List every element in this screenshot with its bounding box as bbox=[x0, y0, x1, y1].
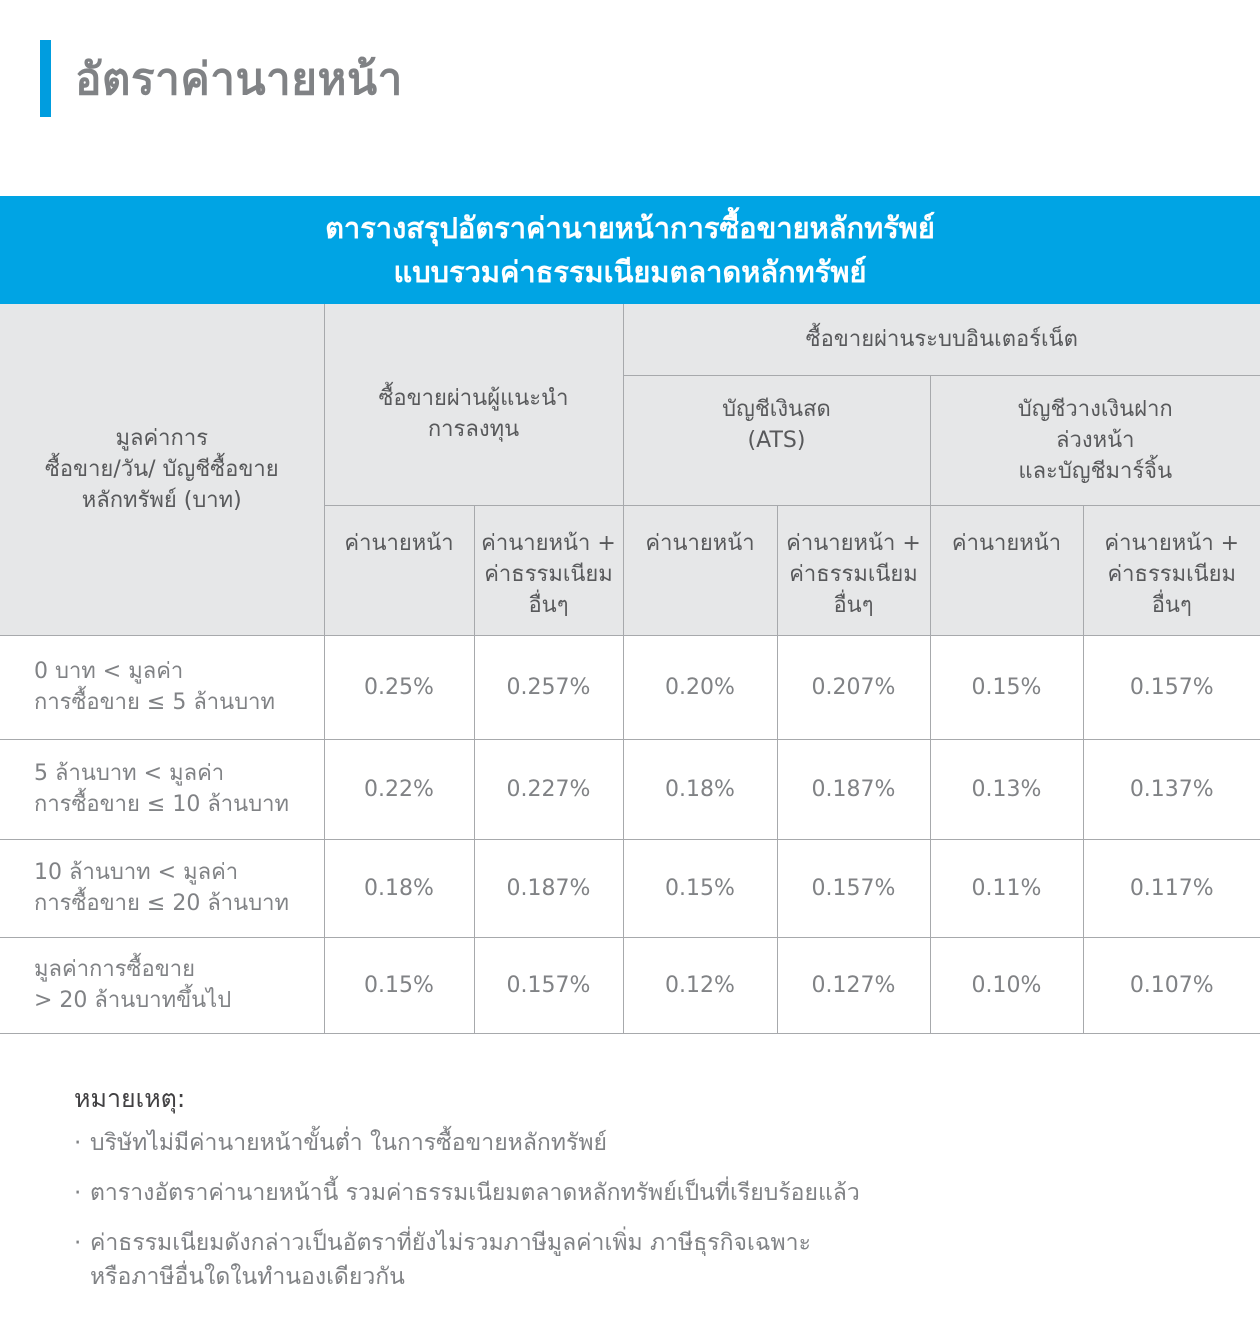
table-row bbox=[0, 635, 1260, 739]
rate-cell: 0.12% bbox=[623, 937, 777, 1033]
rate-cell: 0.25% bbox=[324, 635, 474, 739]
rate-cell: 0.187% bbox=[777, 739, 930, 839]
table-title-line-1: ตารางสรุปอัตราค่านายหน้าการซื้อขายหลักทรัพย์ bbox=[325, 211, 935, 245]
page-heading bbox=[40, 40, 403, 117]
table-title-banner bbox=[0, 196, 1260, 304]
note-text: ตารางอัตราค่านายหน้านี้ รวมค่าธรรมเนียมตลาดหลักทรัพย์เป็นที่เรียบร้อยแล้ว bbox=[90, 1180, 860, 1206]
rate-cell: 0.22% bbox=[324, 739, 474, 839]
rate-cell: 0.157% bbox=[777, 839, 930, 937]
table-title-line-2: แบบรวมค่าธรรมเนียมตลาดหลักทรัพย์ bbox=[393, 255, 867, 289]
row-label: 10 ล้านบาท < มูลค่า การซื้อขาย ≤ 20 ล้านบาท bbox=[0, 839, 324, 937]
header-sub-commission-plus-fees: ค่านายหน้า + ค่าธรรมเนียม อื่นๆ bbox=[474, 505, 623, 635]
rate-cell: 0.157% bbox=[474, 937, 623, 1033]
header-sub-commission: ค่านายหน้า bbox=[623, 505, 777, 635]
row-label: มูลค่าการซื้อขาย > 20 ล้านบาทขึ้นไป bbox=[0, 937, 324, 1033]
note-item bbox=[74, 1126, 1194, 1160]
rate-cell: 0.10% bbox=[930, 937, 1083, 1033]
header-sub-commission-plus-fees: ค่านายหน้า + ค่าธรรมเนียม อื่นๆ bbox=[777, 505, 930, 635]
rate-cell: 0.13% bbox=[930, 739, 1083, 839]
rate-cell: 0.107% bbox=[1083, 937, 1260, 1033]
rate-cell: 0.15% bbox=[324, 937, 474, 1033]
rate-cell: 0.18% bbox=[623, 739, 777, 839]
rate-cell: 0.117% bbox=[1083, 839, 1260, 937]
note-bullet: · bbox=[74, 1180, 82, 1206]
page-title: อัตราค่านายหน้า bbox=[75, 53, 403, 105]
heading-accent-bar bbox=[40, 40, 51, 117]
rate-cell: 0.127% bbox=[777, 937, 930, 1033]
table-row bbox=[0, 937, 1260, 1033]
rate-cell: 0.137% bbox=[1083, 739, 1260, 839]
row-label: 0 บาท < มูลค่า การซื้อขาย ≤ 5 ล้านบาท bbox=[0, 635, 324, 739]
rate-cell: 0.11% bbox=[930, 839, 1083, 937]
table-row bbox=[0, 839, 1260, 937]
table-row bbox=[0, 739, 1260, 839]
rate-cell: 0.257% bbox=[474, 635, 623, 739]
note-bullet: · bbox=[74, 1230, 82, 1256]
commission-rate-table bbox=[0, 304, 1260, 1034]
notes-title: หมายเหตุ: bbox=[74, 1084, 186, 1113]
header-channel-cash-ats: บัญชีเงินสด (ATS) bbox=[623, 375, 930, 505]
header-sub-commission: ค่านายหน้า bbox=[930, 505, 1083, 635]
rate-cell: 0.15% bbox=[623, 839, 777, 937]
note-item bbox=[74, 1176, 1194, 1210]
rate-cell: 0.207% bbox=[777, 635, 930, 739]
header-row-label: มูลค่าการ ซื้อขาย/วัน/ บัญชีซื้อขาย หลักทรัพย์ (บาท) bbox=[0, 304, 324, 635]
notes-section bbox=[74, 1082, 1194, 1310]
note-item bbox=[74, 1226, 1194, 1294]
header-sub-commission: ค่านายหน้า bbox=[324, 505, 474, 635]
header-channel-margin: บัญชีวางเงินฝาก ล่วงหน้า และบัญชีมาร์จิ้น bbox=[930, 375, 1260, 505]
note-text: ค่าธรรมเนียมดังกล่าวเป็นอัตราที่ยังไม่รวมภาษีมูลค่าเพิ่ม ภาษีธุรกิจเฉพาะ หรือภาษีอื่นใดในทำนองเดียวกัน bbox=[90, 1230, 811, 1290]
header-internet-group: ซื้อขายผ่านระบบอินเตอร์เน็ต bbox=[623, 304, 1260, 375]
header-sub-commission-plus-fees: ค่านายหน้า + ค่าธรรมเนียม อื่นๆ bbox=[1083, 505, 1260, 635]
note-text: บริษัทไม่มีค่านายหน้าขั้นต่ำ ในการซื้อขายหลักทรัพย์ bbox=[90, 1130, 608, 1156]
note-bullet: · bbox=[74, 1130, 82, 1156]
rate-cell: 0.157% bbox=[1083, 635, 1260, 739]
header-channel-advisor: ซื้อขายผ่านผู้แนะนำ การลงทุน bbox=[324, 304, 623, 505]
row-label: 5 ล้านบาท < มูลค่า การซื้อขาย ≤ 10 ล้านบาท bbox=[0, 739, 324, 839]
rate-cell: 0.20% bbox=[623, 635, 777, 739]
rate-cell: 0.187% bbox=[474, 839, 623, 937]
rate-cell: 0.18% bbox=[324, 839, 474, 937]
rate-cell: 0.227% bbox=[474, 739, 623, 839]
rate-cell: 0.15% bbox=[930, 635, 1083, 739]
